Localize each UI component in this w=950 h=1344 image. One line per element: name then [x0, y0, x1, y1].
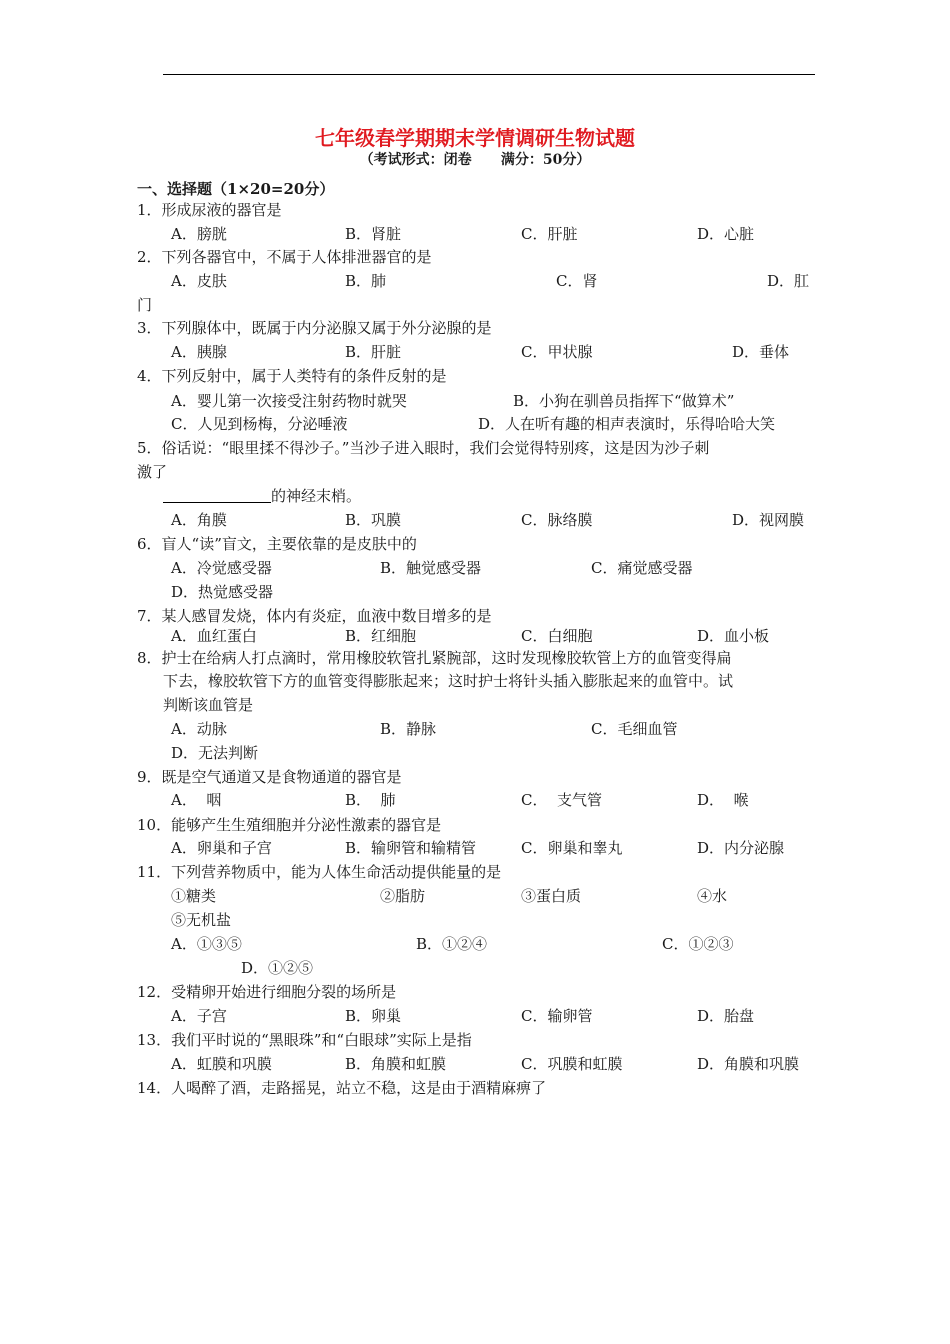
question-5-stem: 5．俗话说：“眼里揉不得沙子。”当沙子进入眼时，我们会觉得特别疼，这是因为沙子刺: [137, 439, 710, 457]
question-12-option-d: D．胎盘: [697, 1007, 755, 1025]
question-11-option-b: B．①②④: [416, 935, 488, 953]
question-3-option-b: B．肝脏: [345, 343, 402, 361]
question-8-stem-line-3: 判断该血管是: [163, 696, 254, 714]
top-rule: [163, 74, 815, 75]
question-7-option-b: B．红细胞: [345, 627, 417, 645]
question-11-option-d: D．①②⑤: [241, 959, 314, 977]
question-13-stem: 13．我们平时说的“黑眼珠”和“白眼球”实际上是指: [137, 1031, 472, 1049]
question-1-option-b: B．肾脏: [345, 225, 402, 243]
question-8-option-b: B．静脉: [380, 720, 437, 738]
section-title: 一、选择题（1×20=20分）: [137, 180, 335, 198]
question-4-stem: 4．下列反射中，属于人类特有的条件反射的是: [137, 367, 447, 385]
question-9-option-c: C． 支气管: [521, 791, 603, 809]
question-7-stem: 7．某人感冒发烧，体内有炎症，血液中数目增多的是: [137, 607, 492, 625]
question-11-item-4: ④水: [697, 887, 728, 905]
question-8-option-a: A．动脉: [171, 720, 227, 738]
question-11-item-5: ⑤无机盐: [171, 911, 232, 929]
question-3-option-a: A．胰腺: [171, 343, 227, 361]
question-11-item-1: ①糖类: [171, 887, 217, 905]
question-10-option-a: A．卵巢和子宫: [171, 839, 272, 857]
question-5-option-a: A．角膜: [171, 511, 227, 529]
question-14-stem: 14．人喝醉了酒，走路摇晃，站立不稳，这是由于酒精麻痹了: [137, 1079, 547, 1097]
question-6-option-d: D．热觉感受器: [171, 583, 274, 601]
question-5-option-d: D．视网膜: [732, 511, 805, 529]
question-9-stem: 9．既是空气通道又是食物通道的器官是: [137, 768, 402, 786]
question-7-option-a: A．血红蛋白: [171, 627, 257, 645]
question-1-option-c: C．肝脏: [521, 225, 578, 243]
question-1-option-a: A．膀胱: [171, 225, 227, 243]
question-10-option-c: C．卵巢和睾丸: [521, 839, 623, 857]
question-12-option-c: C．输卵管: [521, 1007, 593, 1025]
question-8-stem-line-2: 下去，橡胶软管下方的血管变得膨胀起来；这时护士将针头插入膨胀起来的血管中。试: [163, 672, 734, 690]
question-2-option-d: D．肛: [767, 272, 810, 290]
question-7-option-d: D．血小板: [697, 627, 770, 645]
question-9-option-a: A． 咽: [171, 791, 222, 809]
question-8-option-c: C．毛细血管: [591, 720, 678, 738]
question-5-option-b: B．巩膜: [345, 511, 402, 529]
question-11-option-a: A．①③⑤: [171, 935, 242, 953]
question-9-option-b: B． 肺: [345, 791, 396, 809]
question-2-wrap: 门: [137, 296, 153, 314]
question-5-option-c: C．脉络膜: [521, 511, 593, 529]
question-10-stem: 10．能够产生生殖细胞并分泌性激素的器官是: [137, 816, 442, 834]
answer-blank: [163, 486, 271, 503]
question-12-option-a: A．子宫: [171, 1007, 227, 1025]
question-3-option-d: D．垂体: [732, 343, 790, 361]
question-2-option-b: B．肺: [345, 272, 387, 290]
question-4-option-d: D．人在听有趣的相声表演时，乐得哈哈大笑: [478, 415, 776, 433]
question-4-option-b: B．小狗在驯兽员指挥下“做算术”: [513, 392, 735, 410]
question-1-stem: 1．形成尿液的器官是: [137, 201, 282, 219]
question-13-option-c: C．巩膜和虹膜: [521, 1055, 623, 1073]
question-6-option-b: B．触觉感受器: [380, 559, 482, 577]
question-6-option-c: C．痛觉感受器: [591, 559, 693, 577]
question-5-blank-line: [163, 486, 361, 506]
question-4-option-c: C．人见到杨梅，分泌唾液: [171, 415, 348, 433]
question-8-stem: 8．护士在给病人打点滴时，常用橡胶软管扎紧腕部，这时发现橡胶软管上方的血管变得扁: [137, 649, 732, 667]
question-6-option-a: A．冷觉感受器: [171, 559, 272, 577]
question-2-stem: 2．下列各器官中，不属于人体排泄器官的是: [137, 248, 432, 266]
question-8-option-d: D．无法判断: [171, 744, 259, 762]
question-12-stem: 12．受精卵开始进行细胞分裂的场所是: [137, 983, 397, 1001]
question-11-item-2: ②脂肪: [380, 887, 426, 905]
question-4-option-a: A．婴儿第一次接受注射药物时就哭: [171, 392, 407, 410]
question-5-stem-line-2: 激了: [137, 463, 168, 481]
question-3-stem: 3．下列腺体中，既属于内分泌腺又属于外分泌腺的是: [137, 319, 492, 337]
question-11-option-c: C．①②③: [662, 935, 734, 953]
question-3-option-c: C．甲状腺: [521, 343, 593, 361]
question-2-option-c: C．肾: [556, 272, 598, 290]
question-2-option-a: A．皮肤: [171, 272, 227, 290]
question-12-option-b: B．卵巢: [345, 1007, 402, 1025]
question-13-option-b: B．角膜和虹膜: [345, 1055, 447, 1073]
question-10-option-b: B．输卵管和输精管: [345, 839, 477, 857]
exam-title: 七年级春学期期末学情调研生物试题: [315, 126, 635, 150]
question-11-item-3: ③蛋白质: [521, 887, 582, 905]
exam-subtitle: （考试形式：闭卷 满分：50分）: [359, 152, 591, 168]
question-1-option-d: D．心脏: [697, 225, 755, 243]
question-7-option-c: C．白细胞: [521, 627, 593, 645]
question-9-option-d: D． 喉: [697, 791, 749, 809]
question-11-stem: 11．下列营养物质中，能为人体生命活动提供能量的是: [137, 863, 502, 881]
question-5-blank-suffix: 的神经末梢。: [271, 487, 362, 505]
question-10-option-d: D．内分泌腺: [697, 839, 785, 857]
question-13-option-a: A．虹膜和巩膜: [171, 1055, 272, 1073]
question-6-stem: 6．盲人“读”盲文，主要依靠的是皮肤中的: [137, 535, 417, 553]
question-13-option-d: D．角膜和巩膜: [697, 1055, 800, 1073]
